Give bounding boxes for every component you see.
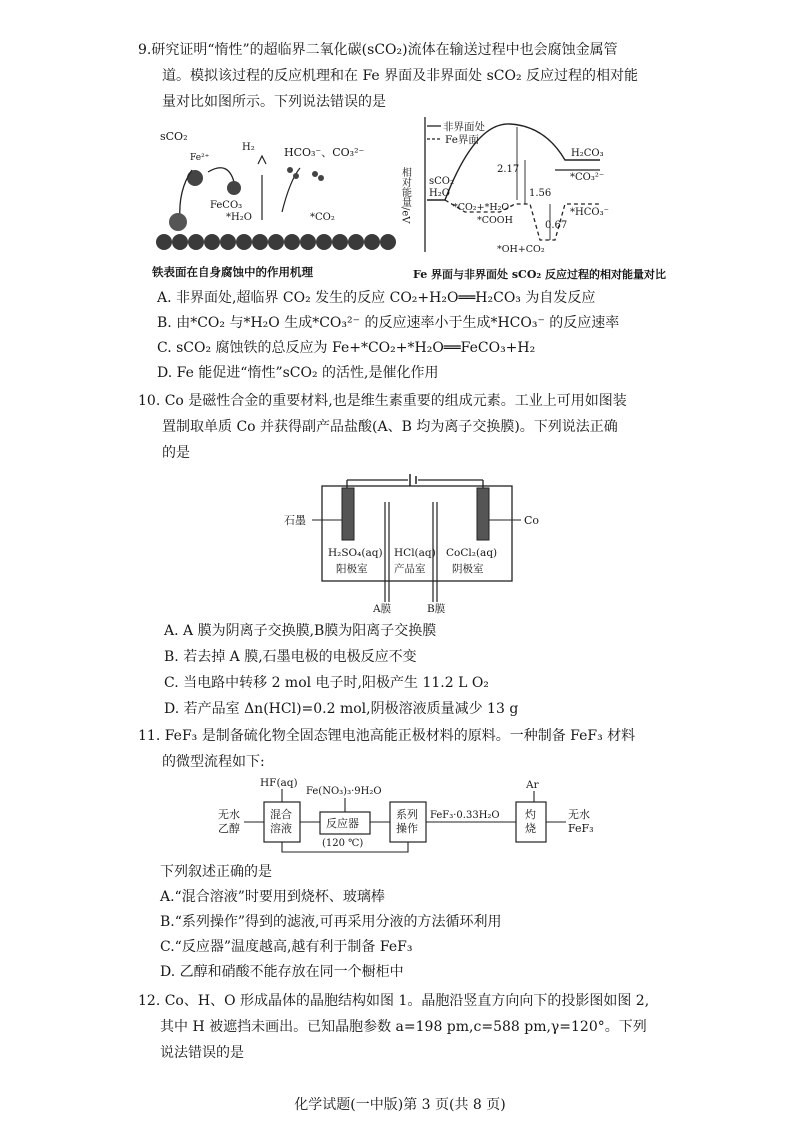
hco3-molecule-2 <box>293 173 299 179</box>
q11-stem-line1: 11. FeF₃ 是制备硫化物全固态锂电池高能正极材料的原料。一种制备 FeF₃ 材料 <box>138 728 636 744</box>
flow-burn-1: 灼 <box>525 808 536 821</box>
hco3-molecule-1 <box>287 167 293 173</box>
q11-option-b: B.“系列操作”得到的滤液,可再采用分液的方法循环利用 <box>160 914 502 930</box>
adsorbed-fe-sphere <box>169 213 187 231</box>
h2co3-label: H₂CO₃ <box>571 148 604 159</box>
fe2-ion-sphere <box>187 170 203 186</box>
feco3-sphere <box>227 181 241 195</box>
room3-name: 阴极室 <box>452 563 484 575</box>
q10-stem-line3: 的是 <box>162 445 190 461</box>
q11-flow-figure <box>210 774 610 856</box>
membrane-b-label: B膜 <box>427 603 446 615</box>
q10-option-c: C. 当电路中转移 2 mol 电子时,阳极产生 11.2 L O₂ <box>164 675 489 691</box>
oh-co2-label: *OH+CO₂ <box>497 244 545 255</box>
q9-option-a: A. 非界面处,超临界 CO₂ 发生的反应 CO₂+H₂O══H₂CO₃ 为自发反应 <box>157 290 596 306</box>
flow-mix-2: 溶液 <box>270 822 292 835</box>
label-co2-ads: *CO₂ <box>310 212 335 223</box>
co-label: Co <box>524 514 540 527</box>
membrane-a-label: A膜 <box>373 603 392 615</box>
q9-option-d: D. Fe 能促进“惰性”sCO₂ 的活性,是催化作用 <box>157 365 439 381</box>
label-h2: H₂ <box>242 142 255 153</box>
flow-intermediate: FeF₃·0.33H₂O <box>430 810 500 821</box>
value-067: 0.67 <box>545 220 568 231</box>
flow-ethanol-2: 乙醇 <box>218 822 240 835</box>
legend-non-interface: 非界面处 <box>443 121 485 133</box>
arrow-to-feco3 <box>208 168 234 182</box>
left-figure-caption: 铁表面在自身腐蚀中的作用机理 <box>152 265 313 279</box>
hco3-label: *HCO₃⁻ <box>570 207 609 218</box>
co3-molecule-2 <box>318 175 324 181</box>
label-h2o-ads: *H₂O <box>226 212 252 223</box>
q12-stem-line1: 12. Co、H、O 形成晶体的晶胞结构如图 1。晶胞沿竖直方向向下的投影图如图 2, <box>138 993 650 1009</box>
flow-burn-2: 烧 <box>525 822 536 835</box>
label-hco3-co3: HCO₃⁻、CO₃²⁻ <box>284 146 365 159</box>
q10-stem-line1: 10. Co 是磁性合金的重要材料,也是维生素重要的组成元素。工业上可用如图装 <box>138 393 627 409</box>
q9-mechanism-figure <box>150 120 400 285</box>
room2-name: 产品室 <box>394 563 426 575</box>
h2-arrowhead <box>258 156 266 164</box>
energy-ylabel: 相对能量/eV <box>399 167 411 224</box>
co3-molecule-1 <box>312 171 318 177</box>
value-217: 2.17 <box>497 164 520 175</box>
graphite-label: 石墨 <box>284 514 306 527</box>
room1-solution: H₂SO₄(aq) <box>328 547 383 559</box>
room1-name: 阳极室 <box>336 563 368 575</box>
flow-product-1: 无水 <box>568 808 590 821</box>
page-footer: 化学试题(一中版)第 3 页(共 8 页) <box>294 1097 506 1113</box>
reactant2-label: H₂O <box>429 188 450 199</box>
reactant-label: sCO₂ <box>429 176 454 187</box>
q10-stem-line2: 置制取单质 Co 并获得副产品盐酸(A、B 均为离子交换膜)。下列说法正确 <box>162 419 618 435</box>
q9-stem-line2: 道。模拟该过程的反应机理和在 Fe 界面及非界面处 sCO₂ 反应过程的相对能 <box>162 68 639 84</box>
graphite-electrode <box>342 488 354 540</box>
q9-stem-line1: 9.研究证明“惰性”的超临界二氧化碳(sCO₂)流体在输送过程中也会腐蚀金属管 <box>138 42 618 58</box>
q12-stem-line2: 其中 H 被遮挡未画出。已知晶胞参数 a=198 pm,c=588 pm,γ=120°。下列 <box>160 1019 647 1035</box>
flow-series-2: 操作 <box>396 822 418 835</box>
q11-stem-line2: 的微型流程如下: <box>162 754 265 770</box>
q11-prompt: 下列叙述正确的是 <box>160 864 272 880</box>
co2-h2o-label: *CO₂+*H₂O <box>453 202 510 213</box>
q9-energy-figure <box>399 112 685 287</box>
iron-surface-spheres <box>156 234 396 250</box>
q9-option-c: C. sCO₂ 腐蚀铁的总反应为 Fe+*CO₂+*H₂O══FeCO₃+H₂ <box>157 340 536 356</box>
flow-ethanol-1: 无水 <box>218 808 240 821</box>
label-feco3: FeCO₃ <box>210 200 243 211</box>
flow-product-2: FeF₃ <box>568 822 594 835</box>
room2-solution: HCl(aq) <box>394 547 436 559</box>
flow-temp: (120 ℃) <box>322 838 364 849</box>
q11-option-c: C.“反应器”温度越高,越有利于制备 FeF₃ <box>160 939 413 955</box>
q11-option-a: A.“混合溶液”时要用到烧杯、玻璃棒 <box>160 889 385 905</box>
cooh-label: *COOH <box>477 215 513 226</box>
q10-electrolysis-figure <box>270 466 560 614</box>
q9-option-b: B. 由*CO₂ 与*H₂O 生成*CO₃²⁻ 的反应速率小于生成*HCO₃⁻ 的反应速率 <box>157 315 620 331</box>
flow-hf: HF(aq) <box>260 777 298 789</box>
q10-option-a: A. A 膜为阴离子交换膜,B膜为阳离子交换膜 <box>164 623 437 639</box>
co3-label: *CO₃²⁻ <box>570 172 605 183</box>
label-sco2: sCO₂ <box>160 130 188 143</box>
value-156: 1.56 <box>529 188 552 199</box>
flow-fe-salt: Fe(NO₃)₃·9H₂O <box>306 786 382 797</box>
flow-series-1: 系列 <box>396 808 418 821</box>
q11-option-d: D. 乙醇和硝酸不能存放在同一个橱柜中 <box>160 964 404 980</box>
flow-reactor: 反应器 <box>326 817 359 830</box>
flow-mix-1: 混合 <box>270 808 292 821</box>
label-fe2: Fe²⁺ <box>190 153 210 163</box>
room3-solution: CoCl₂(aq) <box>446 547 498 559</box>
q12-stem-line3: 说法错误的是 <box>160 1045 244 1061</box>
q10-option-b: B. 若去掉 A 膜,石墨电极的电极反应不变 <box>164 649 417 665</box>
legend-fe-interface: Fe界面 <box>445 134 479 146</box>
right-figure-caption: Fe 界面与非界面处 sCO₂ 反应过程的相对能量对比 <box>413 268 667 281</box>
flow-ar: Ar <box>526 779 539 791</box>
co-electrode <box>477 488 489 540</box>
q9-stem-line3: 量对比如图所示。下列说法错误的是 <box>162 94 386 110</box>
q10-option-d: D. 若产品室 Δn(HCl)=0.2 mol,阴极溶液质量减少 13 g <box>164 701 519 717</box>
